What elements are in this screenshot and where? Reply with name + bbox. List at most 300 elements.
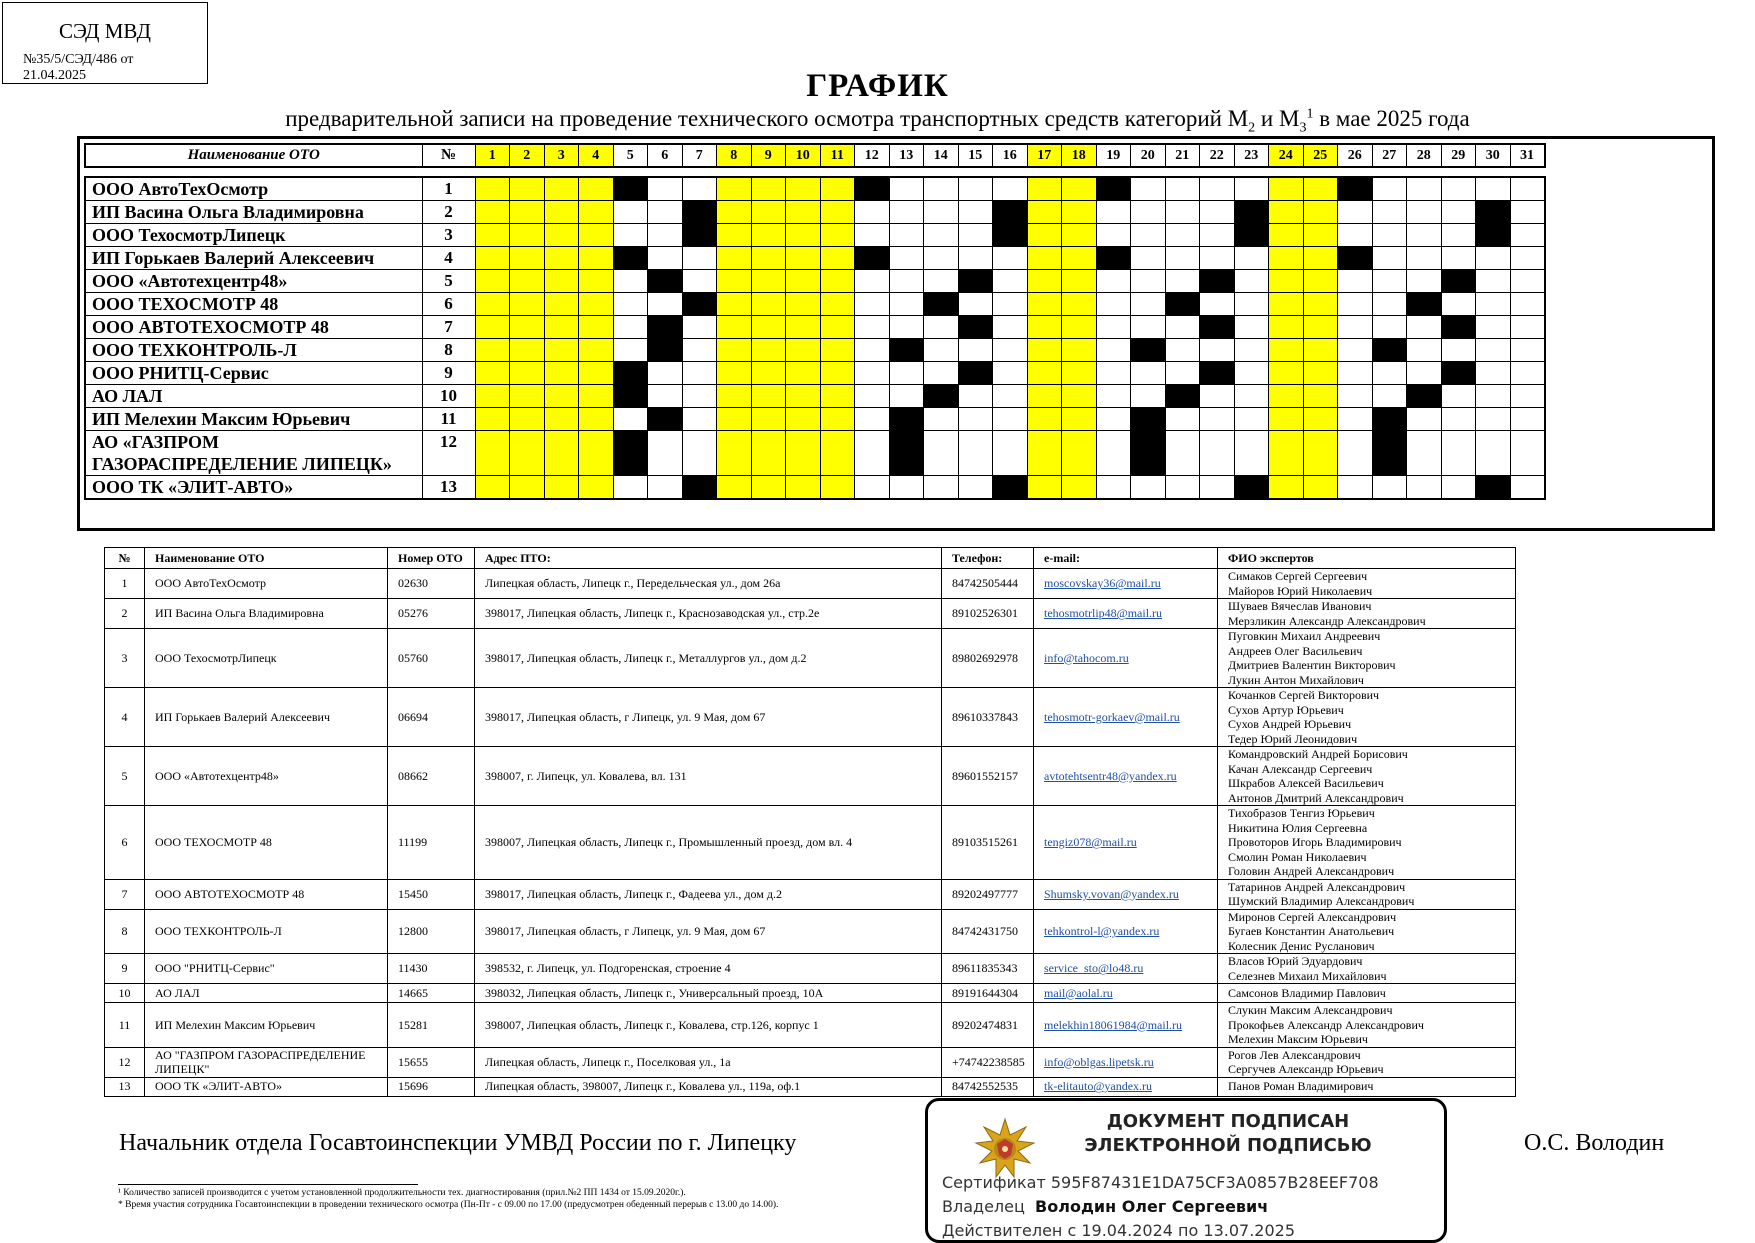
weekend-cell	[1027, 201, 1062, 224]
day-cell	[1476, 362, 1511, 385]
day-cell	[993, 431, 1028, 476]
experts-cell	[1218, 569, 1516, 599]
inspector-day-cell	[613, 385, 648, 408]
table-row	[105, 909, 1516, 954]
row-number: 1	[105, 569, 145, 599]
weekend-cell	[1027, 408, 1062, 431]
inspector-day-cell	[1372, 431, 1407, 476]
day-cell	[613, 476, 648, 500]
day-cell	[648, 177, 683, 201]
day-header: 21	[1165, 144, 1200, 167]
table-row	[105, 569, 1516, 599]
oto-number: 8	[422, 339, 475, 362]
weekend-cell	[544, 270, 579, 293]
weekend-cell	[820, 362, 855, 385]
email-link[interactable]: tehkontrol-l@yandex.ru	[1044, 924, 1160, 938]
expert-name: Дмитриев Валентин Викторович	[1228, 658, 1396, 672]
experts-cell	[1218, 984, 1516, 1003]
day-cell	[613, 224, 648, 247]
weekend-cell	[786, 476, 821, 500]
weekend-cell	[1062, 408, 1097, 431]
day-header: 23	[1234, 144, 1269, 167]
day-cell	[958, 293, 993, 316]
day-cell	[1476, 177, 1511, 201]
weekend-cell	[1269, 431, 1304, 476]
inspector-day-cell	[993, 201, 1028, 224]
oto-code: 05760	[388, 629, 475, 688]
email-link[interactable]: tengiz078@mail.ru	[1044, 835, 1137, 849]
phone: +74742238585	[942, 1047, 1034, 1077]
email-link[interactable]: tehosmotrlip48@mail.ru	[1044, 606, 1163, 621]
day-cell	[1200, 224, 1235, 247]
email-cell	[1034, 806, 1218, 880]
weekend-cell	[475, 247, 510, 270]
weekend-cell	[1062, 293, 1097, 316]
oto-number: 11	[422, 408, 475, 431]
experts-cell	[1218, 806, 1516, 880]
weekend-cell	[544, 385, 579, 408]
weekend-cell	[510, 408, 545, 431]
weekend-cell	[1303, 224, 1338, 247]
weekend-cell	[820, 408, 855, 431]
day-cell	[889, 247, 924, 270]
weekend-cell	[717, 316, 752, 339]
day-cell	[1441, 177, 1476, 201]
weekend-cell	[751, 385, 786, 408]
info-header: Телефон:	[942, 548, 1034, 569]
day-cell	[889, 476, 924, 500]
email-link[interactable]: info@tahocom.ru	[1044, 650, 1129, 665]
day-cell	[1200, 201, 1235, 224]
weekend-cell	[510, 316, 545, 339]
day-cell	[1200, 408, 1235, 431]
inspector-day-cell	[1165, 385, 1200, 408]
email-link[interactable]: tehosmotr-gorkaev@mail.ru	[1044, 709, 1180, 724]
day-cell	[993, 316, 1028, 339]
oto-name: ООО «Автотехцентр48»	[85, 270, 422, 293]
email-link[interactable]: melekhin18061984@mail.ru	[1044, 1017, 1183, 1032]
schedule-row	[85, 385, 1545, 408]
inspector-day-cell	[1096, 247, 1131, 270]
email-link[interactable]: moscovskay36@mail.ru	[1044, 576, 1161, 591]
day-cell	[682, 385, 717, 408]
experts-cell	[1218, 1047, 1516, 1077]
weekend-cell	[510, 177, 545, 201]
weekend-cell	[1269, 270, 1304, 293]
experts-cell	[1218, 879, 1516, 909]
day-cell	[1165, 224, 1200, 247]
inspector-day-cell	[1476, 476, 1511, 500]
day-cell	[1441, 247, 1476, 270]
day-cell	[648, 476, 683, 500]
oto-code: 15450	[388, 879, 475, 909]
day-cell	[1476, 339, 1511, 362]
day-cell	[1510, 431, 1545, 476]
email-link[interactable]: Shumsky.vovan@yandex.ru	[1044, 886, 1179, 901]
row-number: 8	[105, 909, 145, 954]
day-cell	[682, 431, 717, 476]
weekend-cell	[1027, 177, 1062, 201]
day-cell	[1338, 339, 1373, 362]
weekend-cell	[1303, 431, 1338, 476]
day-cell	[1407, 362, 1442, 385]
weekend-cell	[475, 385, 510, 408]
day-header: 17	[1027, 144, 1062, 167]
weekend-cell	[751, 293, 786, 316]
day-cell	[924, 431, 959, 476]
day-cell	[1441, 476, 1476, 500]
day-cell	[993, 293, 1028, 316]
signer-name: О.С. Володин	[1524, 1130, 1665, 1156]
address: Липецкая область, 398007, Липецк г., Ковалева ул., 119а, оф.1	[475, 1077, 942, 1096]
schedule-row	[85, 316, 1545, 339]
email-cell	[1034, 984, 1218, 1003]
oto-code: 15281	[388, 1003, 475, 1048]
oto-name: АО «ГАЗПРОМ ГАЗОРАСПРЕДЕЛЕНИЕ ЛИПЕЦК»	[85, 431, 422, 476]
email-link[interactable]: info@oblgas.lipetsk.ru	[1044, 1054, 1154, 1069]
day-cell	[1131, 362, 1166, 385]
weekend-cell	[579, 293, 614, 316]
day-cell	[682, 316, 717, 339]
weekend-cell	[579, 177, 614, 201]
weekend-cell	[475, 316, 510, 339]
day-header: 8	[717, 144, 752, 167]
day-cell	[1338, 201, 1373, 224]
email-link[interactable]: tk-elitauto@yandex.ru	[1044, 1079, 1153, 1094]
inspector-day-cell	[648, 316, 683, 339]
address: 398017, Липецкая область, Липецк г., Металлургов ул., дом д.2	[475, 629, 942, 688]
expert-name: Прокофьев Александр Александрович	[1228, 1017, 1424, 1032]
oto-code: 15696	[388, 1077, 475, 1096]
day-cell	[1407, 201, 1442, 224]
day-cell	[958, 224, 993, 247]
day-cell	[1131, 177, 1166, 201]
day-cell	[1407, 408, 1442, 431]
oto-number: 13	[422, 476, 475, 500]
weekend-cell	[820, 224, 855, 247]
day-cell	[958, 476, 993, 500]
day-cell	[958, 247, 993, 270]
table-row	[105, 984, 1516, 1003]
weekend-cell	[786, 431, 821, 476]
inspector-day-cell	[924, 385, 959, 408]
address: Липецкая область, Липецк г., Передельческая ул., дом 26а	[475, 569, 942, 599]
day-cell	[958, 201, 993, 224]
address: 398007, Липецкая область, Липецк г., Ковалева, стр.126, корпус 1	[475, 1003, 942, 1048]
expert-name: Бугаев Константин Анатольевич	[1228, 924, 1395, 938]
expert-name: Антонов Дмитрий Александрович	[1228, 790, 1404, 805]
day-cell	[1372, 270, 1407, 293]
weekend-cell	[1303, 177, 1338, 201]
day-cell	[1165, 247, 1200, 270]
day-cell	[1510, 247, 1545, 270]
day-cell	[648, 293, 683, 316]
day-cell	[889, 293, 924, 316]
inspector-day-cell	[1234, 224, 1269, 247]
day-cell	[613, 408, 648, 431]
weekend-cell	[820, 431, 855, 476]
weekend-cell	[1303, 385, 1338, 408]
inspector-day-cell	[958, 270, 993, 293]
weekend-cell	[1303, 270, 1338, 293]
weekend-cell	[786, 362, 821, 385]
email-link[interactable]: mail@aolal.ru	[1044, 985, 1113, 1000]
day-cell	[1165, 316, 1200, 339]
day-cell	[1476, 408, 1511, 431]
expert-name: Миронов Сергей Александрович	[1228, 909, 1397, 924]
phone: 89611835343	[942, 954, 1034, 984]
day-header: 11	[820, 144, 855, 167]
experts-cell	[1218, 1003, 1516, 1048]
weekend-cell	[1062, 385, 1097, 408]
phone: 84742552535	[942, 1077, 1034, 1096]
oto-number: 5	[422, 270, 475, 293]
weekend-cell	[579, 431, 614, 476]
inspector-day-cell	[1338, 247, 1373, 270]
esign-validity: Действителен с 19.04.2024 по 13.07.2025	[942, 1221, 1295, 1240]
day-cell	[855, 224, 890, 247]
weekend-cell	[751, 201, 786, 224]
day-cell	[1441, 339, 1476, 362]
footnote-divider	[118, 1184, 418, 1185]
day-cell	[648, 431, 683, 476]
day-cell	[1165, 408, 1200, 431]
row-number: 13	[105, 1077, 145, 1096]
day-cell	[1510, 201, 1545, 224]
stamp-title: СЭД МВД	[59, 19, 151, 43]
day-cell	[1510, 476, 1545, 500]
weekend-cell	[820, 201, 855, 224]
day-cell	[1096, 224, 1131, 247]
inspector-day-cell	[1372, 339, 1407, 362]
address: 398017, Липецкая область, г Липецк, ул. 9 Мая, дом 67	[475, 909, 942, 954]
table-row	[105, 1003, 1516, 1048]
table-row	[105, 1047, 1516, 1077]
day-cell	[682, 408, 717, 431]
day-header: 4	[579, 144, 614, 167]
day-cell	[1338, 293, 1373, 316]
day-cell	[613, 316, 648, 339]
oto-number: 3	[422, 224, 475, 247]
day-cell	[924, 224, 959, 247]
day-cell	[1441, 224, 1476, 247]
day-cell	[993, 408, 1028, 431]
day-cell	[855, 431, 890, 476]
oto-number: 7	[422, 316, 475, 339]
oto-name: АО ЛАЛ	[85, 385, 422, 408]
email-link[interactable]: service_sto@lo48.ru	[1044, 961, 1144, 976]
info-header: ФИО экспертов	[1218, 548, 1516, 569]
oto-name: ООО ТК «ЭЛИТ-АВТО»	[145, 1077, 388, 1096]
weekend-cell	[786, 201, 821, 224]
day-cell	[924, 177, 959, 201]
weekend-cell	[786, 270, 821, 293]
weekend-cell	[579, 476, 614, 500]
signer-position: Начальник отдела Госавтоинспекции УМВД России по г. Липецку	[119, 1130, 797, 1156]
day-cell	[855, 385, 890, 408]
day-cell	[1372, 177, 1407, 201]
day-header: 15	[958, 144, 993, 167]
day-header: 1	[475, 144, 510, 167]
inspector-day-cell	[1407, 385, 1442, 408]
inspector-day-cell	[958, 362, 993, 385]
day-cell	[613, 339, 648, 362]
day-cell	[1372, 362, 1407, 385]
electronic-signature-stamp	[925, 1098, 1447, 1243]
oto-number: 1	[422, 177, 475, 201]
weekend-cell	[1303, 362, 1338, 385]
day-cell	[1510, 339, 1545, 362]
day-cell	[1131, 270, 1166, 293]
oto-code: 11199	[388, 806, 475, 880]
oto-name: ИП Горькаев Валерий Алексеевич	[145, 688, 388, 747]
expert-name: Кочанков Сергей Викторович	[1228, 688, 1380, 702]
day-cell	[1096, 431, 1131, 476]
schedule-row	[85, 431, 1545, 476]
oto-name: ИП Васина Ольга Владимировна	[145, 599, 388, 629]
day-cell	[1476, 431, 1511, 476]
day-cell	[889, 201, 924, 224]
day-cell	[1441, 431, 1476, 476]
weekend-cell	[751, 224, 786, 247]
day-cell	[1338, 316, 1373, 339]
email-link[interactable]: avtotehtsentr48@yandex.ru	[1044, 768, 1177, 783]
day-header: 26	[1338, 144, 1373, 167]
day-cell	[958, 408, 993, 431]
inspector-day-cell	[1476, 201, 1511, 224]
oto-name: ООО «Автотехцентр48»	[145, 747, 388, 806]
weekend-cell	[475, 339, 510, 362]
inspector-day-cell	[889, 408, 924, 431]
weekend-cell	[544, 224, 579, 247]
expert-name: Власов Юрий Эдуардович	[1228, 954, 1363, 968]
day-header: 14	[924, 144, 959, 167]
row-number: 10	[105, 984, 145, 1003]
info-header: №	[105, 548, 145, 569]
oto-name: ИП Мелехин Максим Юрьевич	[145, 1003, 388, 1048]
day-cell	[889, 385, 924, 408]
weekend-cell	[579, 316, 614, 339]
day-cell	[1131, 293, 1166, 316]
inspector-day-cell	[1338, 177, 1373, 201]
day-cell	[993, 270, 1028, 293]
weekend-cell	[1027, 431, 1062, 476]
row-number: 7	[105, 879, 145, 909]
day-cell	[1096, 201, 1131, 224]
schedule-row	[85, 362, 1545, 385]
address: 398017, Липецкая область, Липецк г., Фадеева ул., дом д.2	[475, 879, 942, 909]
day-cell	[1372, 247, 1407, 270]
day-cell	[1338, 385, 1373, 408]
experts-cell	[1218, 629, 1516, 688]
inspector-day-cell	[682, 476, 717, 500]
schedule-row	[85, 408, 1545, 431]
weekend-cell	[544, 316, 579, 339]
day-cell	[1165, 270, 1200, 293]
oto-name: ИП Горькаев Валерий Алексеевич	[85, 247, 422, 270]
expert-name: Сухов Андрей Юрьевич	[1228, 717, 1352, 731]
day-header: 9	[751, 144, 786, 167]
weekend-cell	[510, 293, 545, 316]
day-cell	[1407, 177, 1442, 201]
weekend-cell	[1027, 316, 1062, 339]
day-cell	[1096, 385, 1131, 408]
day-cell	[924, 408, 959, 431]
day-cell	[1165, 476, 1200, 500]
column-header-name: Наименование ОТО	[85, 144, 422, 167]
weekend-cell	[475, 476, 510, 500]
weekend-cell	[1062, 224, 1097, 247]
weekend-cell	[717, 201, 752, 224]
weekend-cell	[1269, 224, 1304, 247]
expert-name: Смолин Роман Николаевич	[1228, 849, 1367, 864]
weekend-cell	[786, 385, 821, 408]
weekend-cell	[717, 408, 752, 431]
inspector-day-cell	[613, 431, 648, 476]
day-cell	[1441, 201, 1476, 224]
weekend-cell	[1027, 270, 1062, 293]
day-cell	[889, 177, 924, 201]
oto-name: ООО ТехосмотрЛипецк	[145, 629, 388, 688]
weekend-cell	[1269, 247, 1304, 270]
day-cell	[1510, 293, 1545, 316]
day-cell	[958, 385, 993, 408]
day-header: 24	[1269, 144, 1304, 167]
day-cell	[1165, 201, 1200, 224]
day-header: 3	[544, 144, 579, 167]
weekend-cell	[544, 177, 579, 201]
day-cell	[1200, 339, 1235, 362]
day-cell	[889, 224, 924, 247]
email-cell	[1034, 879, 1218, 909]
weekend-cell	[751, 316, 786, 339]
day-cell	[1200, 177, 1235, 201]
experts-cell	[1218, 954, 1516, 984]
weekend-cell	[820, 293, 855, 316]
day-cell	[1131, 385, 1166, 408]
day-cell	[1234, 339, 1269, 362]
day-cell	[1200, 431, 1235, 476]
day-cell	[1165, 177, 1200, 201]
day-cell	[613, 270, 648, 293]
phone: 89601552157	[942, 747, 1034, 806]
day-header: 29	[1441, 144, 1476, 167]
inspector-day-cell	[682, 224, 717, 247]
expert-name: Никитина Юлия Сергеевна	[1228, 820, 1368, 835]
esign-title-1: ДОКУМЕНТ ПОДПИСАН	[1106, 1111, 1350, 1132]
weekend-cell	[1027, 476, 1062, 500]
row-number: 11	[105, 1003, 145, 1048]
day-cell	[1200, 385, 1235, 408]
expert-name: Мелехин Максим Юрьевич	[1228, 1032, 1368, 1046]
weekend-cell	[1269, 339, 1304, 362]
email-cell	[1034, 1077, 1218, 1096]
weekend-cell	[544, 201, 579, 224]
day-cell	[613, 293, 648, 316]
info-header: Адрес ПТО:	[475, 548, 942, 569]
weekend-cell	[475, 293, 510, 316]
weekend-cell	[579, 362, 614, 385]
day-cell	[855, 408, 890, 431]
day-cell	[1510, 270, 1545, 293]
oto-code: 08662	[388, 747, 475, 806]
day-cell	[648, 385, 683, 408]
day-cell	[1372, 385, 1407, 408]
day-cell	[1096, 408, 1131, 431]
inspector-day-cell	[924, 293, 959, 316]
day-cell	[993, 247, 1028, 270]
info-header: Номер ОТО	[388, 548, 475, 569]
